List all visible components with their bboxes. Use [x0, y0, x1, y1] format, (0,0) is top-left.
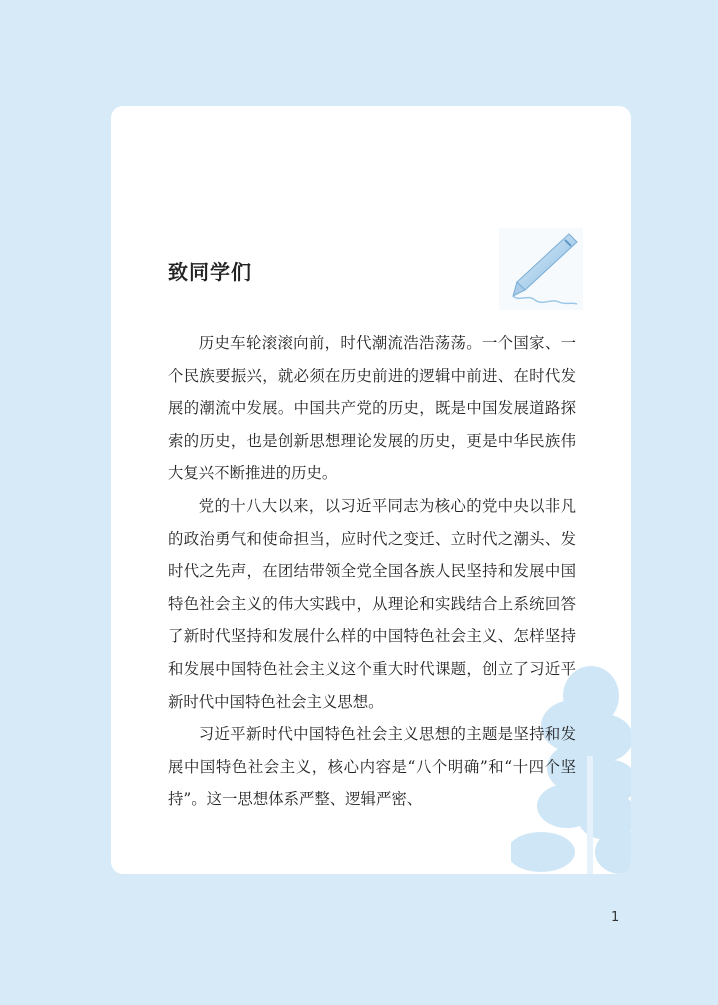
- paragraph: 党的十八大以来，以习近平同志为核心的党中央以非凡的政治勇气和使命担当，应时代之变迁、立时代之潮头、发时代之先声，在团结带领全党全国各族人民坚持和发展中国特色社会主义的伟大实践中，从理论和实践结合上系统回答了新时代坚持和发展什么样的中国特色社会主义、怎样坚持和发展中国特色社会主义这个重大时代课题，创立了习近平新时代中国特色社会主义思想。: [168, 496, 576, 711]
- paragraph: 历史车轮滚滚向前，时代潮流浩浩荡荡。一个国家、一个民族要振兴，就必须在历史前进的逻辑中前进、在时代发展的潮流中发展。中国共产党的历史，既是中国发展道路探索的历史，也是创新思想理论发展的历史，更是中华民族伟大复兴不断推进的历史。: [168, 334, 576, 483]
- page-number: 1: [611, 910, 620, 925]
- pen-icon: [499, 228, 583, 310]
- page-title: 致同学们: [168, 260, 252, 284]
- letter-body: [168, 327, 576, 816]
- content-card: [111, 106, 631, 874]
- paragraph: 习近平新时代中国特色社会主义思想的主题是坚持和发展中国特色社会主义，核心内容是“八个明确”和“十四个坚持”。这一思想体系严整、逻辑严密、: [168, 725, 576, 809]
